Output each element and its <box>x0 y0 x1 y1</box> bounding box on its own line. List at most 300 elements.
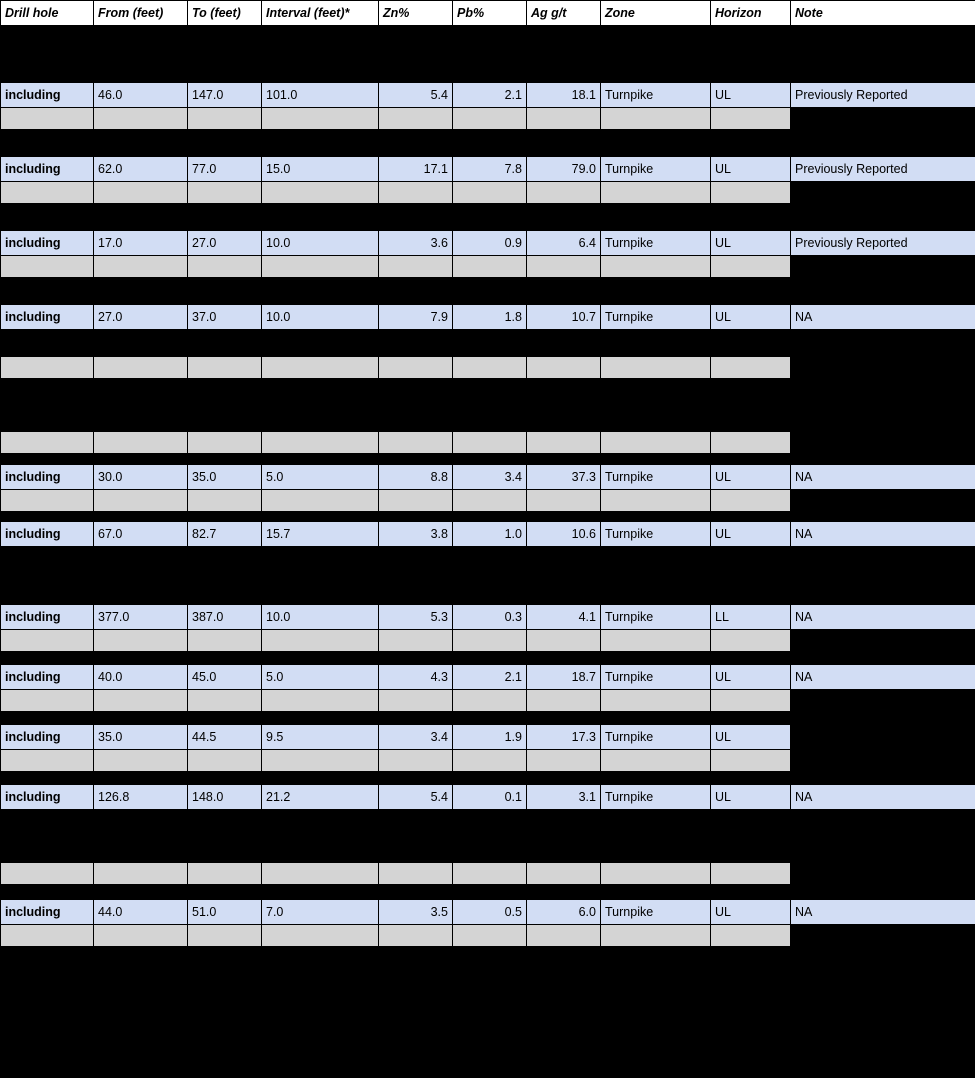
table-row <box>1 665 975 690</box>
cell-interval[interactable]: 10.0 <box>262 231 379 256</box>
spacer-cell <box>379 182 453 204</box>
spacer-cell <box>94 925 188 947</box>
spacer-cell <box>601 863 711 885</box>
blank-cell <box>94 547 188 605</box>
blank-cell <box>711 885 791 900</box>
column-header-8: Horizon <box>711 1 791 26</box>
cell-from[interactable]: 67.0 <box>94 522 188 547</box>
including-label[interactable]: including <box>1 522 94 547</box>
cell-from[interactable]: 35.0 <box>94 725 188 750</box>
blank-cell <box>601 712 711 725</box>
blank-cell <box>379 810 453 863</box>
spacer-cell <box>601 357 711 379</box>
cell-from[interactable]: 62.0 <box>94 157 188 182</box>
table-row <box>1 522 975 547</box>
blank-row <box>1 278 975 305</box>
blank-row <box>1 547 975 605</box>
spacer-cell <box>791 750 975 772</box>
cell-from[interactable]: 27.0 <box>94 305 188 330</box>
cell-from[interactable]: 44.0 <box>94 900 188 925</box>
cell-to[interactable]: 51.0 <box>188 900 262 925</box>
cell-zn[interactable]: 3.5 <box>379 900 453 925</box>
blank-cell <box>527 55 601 83</box>
blank-cell <box>262 547 379 605</box>
cell-horizon[interactable]: UL <box>711 231 791 256</box>
blank-row <box>1 885 975 900</box>
blank-cell <box>262 652 379 665</box>
spacer-row <box>1 925 975 947</box>
blank-cell <box>188 55 262 83</box>
blank-cell <box>262 454 379 465</box>
blank-cell <box>601 204 711 231</box>
spacer-cell <box>188 925 262 947</box>
cell-pb[interactable]: 1.0 <box>453 522 527 547</box>
spacer-cell <box>601 182 711 204</box>
cell-note[interactable]: Previously Reported <box>791 231 975 256</box>
blank-cell <box>453 712 527 725</box>
blank-cell <box>453 652 527 665</box>
blank-cell <box>1 130 94 157</box>
cell-from[interactable]: 377.0 <box>94 605 188 630</box>
blank-cell <box>601 55 711 83</box>
blank-cell <box>791 204 975 231</box>
cell-pb[interactable]: 7.8 <box>453 157 527 182</box>
cell-horizon[interactable]: UL <box>711 305 791 330</box>
including-label[interactable]: including <box>1 157 94 182</box>
blank-cell <box>791 379 975 432</box>
blank-cell <box>453 454 527 465</box>
cell-interval[interactable]: 10.0 <box>262 305 379 330</box>
spacer-cell <box>262 108 379 130</box>
cell-zone[interactable]: Turnpike <box>601 157 711 182</box>
cell-ag[interactable]: 10.7 <box>527 305 601 330</box>
cell-to[interactable]: 27.0 <box>188 231 262 256</box>
cell-to[interactable]: 387.0 <box>188 605 262 630</box>
including-label[interactable]: including <box>1 725 94 750</box>
cell-pb[interactable]: 0.5 <box>453 900 527 925</box>
spacer-cell <box>1 690 94 712</box>
blank-cell <box>711 330 791 357</box>
blank-cell <box>188 512 262 522</box>
including-label[interactable]: including <box>1 900 94 925</box>
blank-cell <box>453 512 527 522</box>
spacer-cell <box>791 863 975 885</box>
spacer-cell <box>262 630 379 652</box>
blank-cell <box>453 330 527 357</box>
blank-cell <box>1 652 94 665</box>
blank-cell <box>601 330 711 357</box>
blank-cell <box>791 278 975 305</box>
cell-zone[interactable]: Turnpike <box>601 305 711 330</box>
spacer-cell <box>1 925 94 947</box>
cell-note[interactable] <box>791 725 975 750</box>
blank-cell <box>453 130 527 157</box>
blank-cell <box>711 379 791 432</box>
blank-cell <box>1 885 94 900</box>
spacer-cell <box>262 432 379 454</box>
cell-from[interactable]: 46.0 <box>94 83 188 108</box>
cell-note[interactable]: NA <box>791 785 975 810</box>
spacer-row <box>1 863 975 885</box>
blank-row <box>1 130 975 157</box>
including-label[interactable]: including <box>1 305 94 330</box>
cell-to[interactable]: 147.0 <box>188 83 262 108</box>
spacer-cell <box>94 256 188 278</box>
spacer-cell <box>1 256 94 278</box>
including-label[interactable]: including <box>1 83 94 108</box>
blank-cell <box>94 454 188 465</box>
cell-note[interactable]: NA <box>791 522 975 547</box>
blank-cell <box>527 772 601 785</box>
cell-zn[interactable]: 5.3 <box>379 605 453 630</box>
spacer-cell <box>379 863 453 885</box>
spacer-cell <box>188 690 262 712</box>
spacer-cell <box>711 182 791 204</box>
blank-cell <box>791 547 975 605</box>
blank-cell <box>1 204 94 231</box>
spacer-cell <box>527 108 601 130</box>
cell-horizon[interactable]: UL <box>711 665 791 690</box>
spacer-cell <box>527 256 601 278</box>
cell-ag[interactable]: 37.3 <box>527 465 601 490</box>
including-label[interactable]: including <box>1 465 94 490</box>
cell-note[interactable]: Previously Reported <box>791 83 975 108</box>
spacer-cell <box>1 108 94 130</box>
spacer-cell <box>262 925 379 947</box>
spacer-cell <box>188 490 262 512</box>
cell-ag[interactable]: 18.7 <box>527 665 601 690</box>
blank-cell <box>188 810 262 863</box>
spacer-cell <box>601 108 711 130</box>
blank-cell <box>527 454 601 465</box>
blank-cell <box>379 547 453 605</box>
cell-zn[interactable]: 5.4 <box>379 785 453 810</box>
spacer-cell <box>527 925 601 947</box>
blank-row <box>1 810 975 863</box>
blank-cell <box>262 810 379 863</box>
cell-interval[interactable]: 101.0 <box>262 83 379 108</box>
cell-zone[interactable]: Turnpike <box>601 231 711 256</box>
cell-to[interactable]: 77.0 <box>188 157 262 182</box>
spacer-cell <box>188 630 262 652</box>
cell-interval[interactable]: 15.0 <box>262 157 379 182</box>
blank-cell <box>453 379 527 432</box>
including-label[interactable]: including <box>1 605 94 630</box>
cell-from[interactable]: 17.0 <box>94 231 188 256</box>
cell-horizon[interactable]: UL <box>711 522 791 547</box>
cell-zone[interactable]: Turnpike <box>601 605 711 630</box>
spacer-cell <box>262 182 379 204</box>
cell-to[interactable]: 37.0 <box>188 305 262 330</box>
blank-cell <box>94 330 188 357</box>
cell-interval[interactable]: 5.0 <box>262 465 379 490</box>
including-label[interactable]: including <box>1 785 94 810</box>
blank-cell <box>379 454 453 465</box>
spacer-cell <box>453 108 527 130</box>
spacer-cell <box>379 690 453 712</box>
spacer-cell <box>711 357 791 379</box>
blank-row <box>1 379 975 432</box>
cell-ag[interactable]: 6.4 <box>527 231 601 256</box>
spacer-cell <box>188 182 262 204</box>
blank-cell <box>94 652 188 665</box>
blank-cell <box>188 772 262 785</box>
cell-interval[interactable]: 15.7 <box>262 522 379 547</box>
blank-cell <box>601 772 711 785</box>
cell-pb[interactable]: 1.9 <box>453 725 527 750</box>
table-row <box>1 465 975 490</box>
blank-cell <box>188 330 262 357</box>
cell-horizon[interactable]: UL <box>711 900 791 925</box>
blank-cell <box>1 712 94 725</box>
blank-cell <box>379 204 453 231</box>
including-label[interactable]: including <box>1 665 94 690</box>
blank-cell <box>94 512 188 522</box>
blank-row <box>1 330 975 357</box>
cell-interval[interactable]: 9.5 <box>262 725 379 750</box>
cell-zn[interactable]: 17.1 <box>379 157 453 182</box>
blank-cell <box>188 130 262 157</box>
blank-cell <box>527 810 601 863</box>
cell-note[interactable]: Previously Reported <box>791 157 975 182</box>
blank-cell <box>711 547 791 605</box>
cell-zone[interactable]: Turnpike <box>601 900 711 925</box>
spacer-cell <box>94 690 188 712</box>
spacer-cell <box>262 357 379 379</box>
spacer-cell <box>527 750 601 772</box>
blank-cell <box>601 26 711 55</box>
spacer-cell <box>711 432 791 454</box>
table-row <box>1 785 975 810</box>
cell-pb[interactable]: 2.1 <box>453 83 527 108</box>
blank-cell <box>379 379 453 432</box>
spacer-cell <box>94 182 188 204</box>
cell-ag[interactable]: 79.0 <box>527 157 601 182</box>
cell-zn[interactable]: 3.4 <box>379 725 453 750</box>
spacer-cell <box>791 630 975 652</box>
cell-to[interactable]: 45.0 <box>188 665 262 690</box>
blank-cell <box>711 204 791 231</box>
blank-cell <box>94 712 188 725</box>
cell-horizon[interactable]: LL <box>711 605 791 630</box>
cell-horizon[interactable]: UL <box>711 157 791 182</box>
cell-ag[interactable]: 4.1 <box>527 605 601 630</box>
cell-horizon[interactable]: UL <box>711 785 791 810</box>
blank-cell <box>527 652 601 665</box>
blank-cell <box>94 204 188 231</box>
cell-note[interactable]: NA <box>791 665 975 690</box>
spacer-cell <box>379 256 453 278</box>
spacer-cell <box>379 357 453 379</box>
spacer-cell <box>527 690 601 712</box>
spacer-cell <box>453 750 527 772</box>
blank-cell <box>94 278 188 305</box>
blank-cell <box>1 772 94 785</box>
blank-cell <box>262 379 379 432</box>
spacer-cell <box>601 432 711 454</box>
spacer-cell <box>453 925 527 947</box>
blank-cell <box>379 26 453 55</box>
cell-to[interactable]: 44.5 <box>188 725 262 750</box>
cell-interval[interactable]: 21.2 <box>262 785 379 810</box>
cell-horizon[interactable]: UL <box>711 725 791 750</box>
spacer-cell <box>791 490 975 512</box>
spacer-cell <box>453 182 527 204</box>
spacer-cell <box>379 750 453 772</box>
cell-zn[interactable]: 3.8 <box>379 522 453 547</box>
spacer-cell <box>188 357 262 379</box>
cell-zn[interactable]: 8.8 <box>379 465 453 490</box>
spacer-cell <box>453 256 527 278</box>
blank-cell <box>94 379 188 432</box>
cell-zn[interactable]: 5.4 <box>379 83 453 108</box>
spacer-cell <box>601 256 711 278</box>
cell-ag[interactable]: 17.3 <box>527 725 601 750</box>
cell-zone[interactable]: Turnpike <box>601 83 711 108</box>
cell-zn[interactable]: 4.3 <box>379 665 453 690</box>
spacer-cell <box>379 925 453 947</box>
blank-cell <box>791 512 975 522</box>
cell-pb[interactable]: 1.8 <box>453 305 527 330</box>
cell-ag[interactable]: 18.1 <box>527 83 601 108</box>
blank-cell <box>188 26 262 55</box>
blank-cell <box>1 454 94 465</box>
blank-cell <box>94 55 188 83</box>
blank-cell <box>601 512 711 522</box>
spacer-cell <box>262 863 379 885</box>
column-header-0: Drill hole <box>1 1 94 26</box>
spacer-cell <box>527 182 601 204</box>
blank-cell <box>711 712 791 725</box>
blank-cell <box>94 130 188 157</box>
spacer-row <box>1 182 975 204</box>
blank-cell <box>711 55 791 83</box>
cell-to[interactable]: 35.0 <box>188 465 262 490</box>
blank-cell <box>379 55 453 83</box>
spacer-cell <box>379 630 453 652</box>
blank-cell <box>262 204 379 231</box>
blank-row <box>1 652 975 665</box>
table-row <box>1 725 975 750</box>
blank-cell <box>791 330 975 357</box>
cell-zone[interactable]: Turnpike <box>601 785 711 810</box>
spacer-cell <box>711 490 791 512</box>
cell-ag[interactable]: 10.6 <box>527 522 601 547</box>
blank-row <box>1 454 975 465</box>
blank-cell <box>453 547 527 605</box>
cell-from[interactable]: 126.8 <box>94 785 188 810</box>
cell-ag[interactable]: 6.0 <box>527 900 601 925</box>
spacer-cell <box>1 863 94 885</box>
cell-ag[interactable]: 3.1 <box>527 785 601 810</box>
cell-note[interactable]: NA <box>791 605 975 630</box>
blank-cell <box>527 278 601 305</box>
table-row <box>1 605 975 630</box>
blank-cell <box>1 810 94 863</box>
spacer-cell <box>94 432 188 454</box>
blank-row <box>1 512 975 522</box>
cell-from[interactable]: 40.0 <box>94 665 188 690</box>
spacer-cell <box>527 863 601 885</box>
cell-zn[interactable]: 7.9 <box>379 305 453 330</box>
cell-note[interactable]: NA <box>791 465 975 490</box>
blank-cell <box>262 26 379 55</box>
blank-cell <box>188 454 262 465</box>
blank-row <box>1 772 975 785</box>
cell-from[interactable]: 30.0 <box>94 465 188 490</box>
cell-zone[interactable]: Turnpike <box>601 522 711 547</box>
spacer-cell <box>711 630 791 652</box>
cell-zone[interactable]: Turnpike <box>601 725 711 750</box>
cell-to[interactable]: 82.7 <box>188 522 262 547</box>
spacer-cell <box>94 750 188 772</box>
column-header-9: Note <box>791 1 975 26</box>
cell-note[interactable]: NA <box>791 305 975 330</box>
blank-cell <box>262 712 379 725</box>
column-header-7: Zone <box>601 1 711 26</box>
blank-cell <box>601 130 711 157</box>
cell-pb[interactable]: 2.1 <box>453 665 527 690</box>
blank-cell <box>791 810 975 863</box>
blank-cell <box>1 547 94 605</box>
blank-cell <box>94 26 188 55</box>
blank-cell <box>1 278 94 305</box>
spacer-cell <box>453 630 527 652</box>
including-label[interactable]: including <box>1 231 94 256</box>
spacer-cell <box>601 925 711 947</box>
spacer-cell <box>791 925 975 947</box>
cell-zone[interactable]: Turnpike <box>601 665 711 690</box>
spacer-cell <box>1 182 94 204</box>
cell-horizon[interactable]: UL <box>711 83 791 108</box>
table-row <box>1 157 975 182</box>
blank-cell <box>791 55 975 83</box>
cell-zone[interactable]: Turnpike <box>601 465 711 490</box>
column-header-5: Pb% <box>453 1 527 26</box>
cell-to[interactable]: 148.0 <box>188 785 262 810</box>
blank-cell <box>711 512 791 522</box>
cell-interval[interactable]: 10.0 <box>262 605 379 630</box>
blank-cell <box>1 330 94 357</box>
blank-cell <box>527 885 601 900</box>
cell-interval[interactable]: 5.0 <box>262 665 379 690</box>
spacer-cell <box>1 630 94 652</box>
cell-pb[interactable]: 3.4 <box>453 465 527 490</box>
blank-cell <box>453 885 527 900</box>
blank-cell <box>601 885 711 900</box>
cell-pb[interactable]: 0.1 <box>453 785 527 810</box>
spacer-cell <box>791 182 975 204</box>
cell-pb[interactable]: 0.9 <box>453 231 527 256</box>
blank-cell <box>188 547 262 605</box>
blank-cell <box>791 885 975 900</box>
blank-cell <box>188 204 262 231</box>
spacer-cell <box>1 432 94 454</box>
blank-cell <box>188 712 262 725</box>
blank-cell <box>379 885 453 900</box>
cell-pb[interactable]: 0.3 <box>453 605 527 630</box>
spacer-cell <box>601 630 711 652</box>
blank-cell <box>791 26 975 55</box>
spacer-row <box>1 357 975 379</box>
cell-zn[interactable]: 3.6 <box>379 231 453 256</box>
cell-note[interactable]: NA <box>791 900 975 925</box>
blank-cell <box>453 772 527 785</box>
cell-horizon[interactable]: UL <box>711 465 791 490</box>
blank-cell <box>379 712 453 725</box>
spacer-cell <box>527 490 601 512</box>
cell-interval[interactable]: 7.0 <box>262 900 379 925</box>
